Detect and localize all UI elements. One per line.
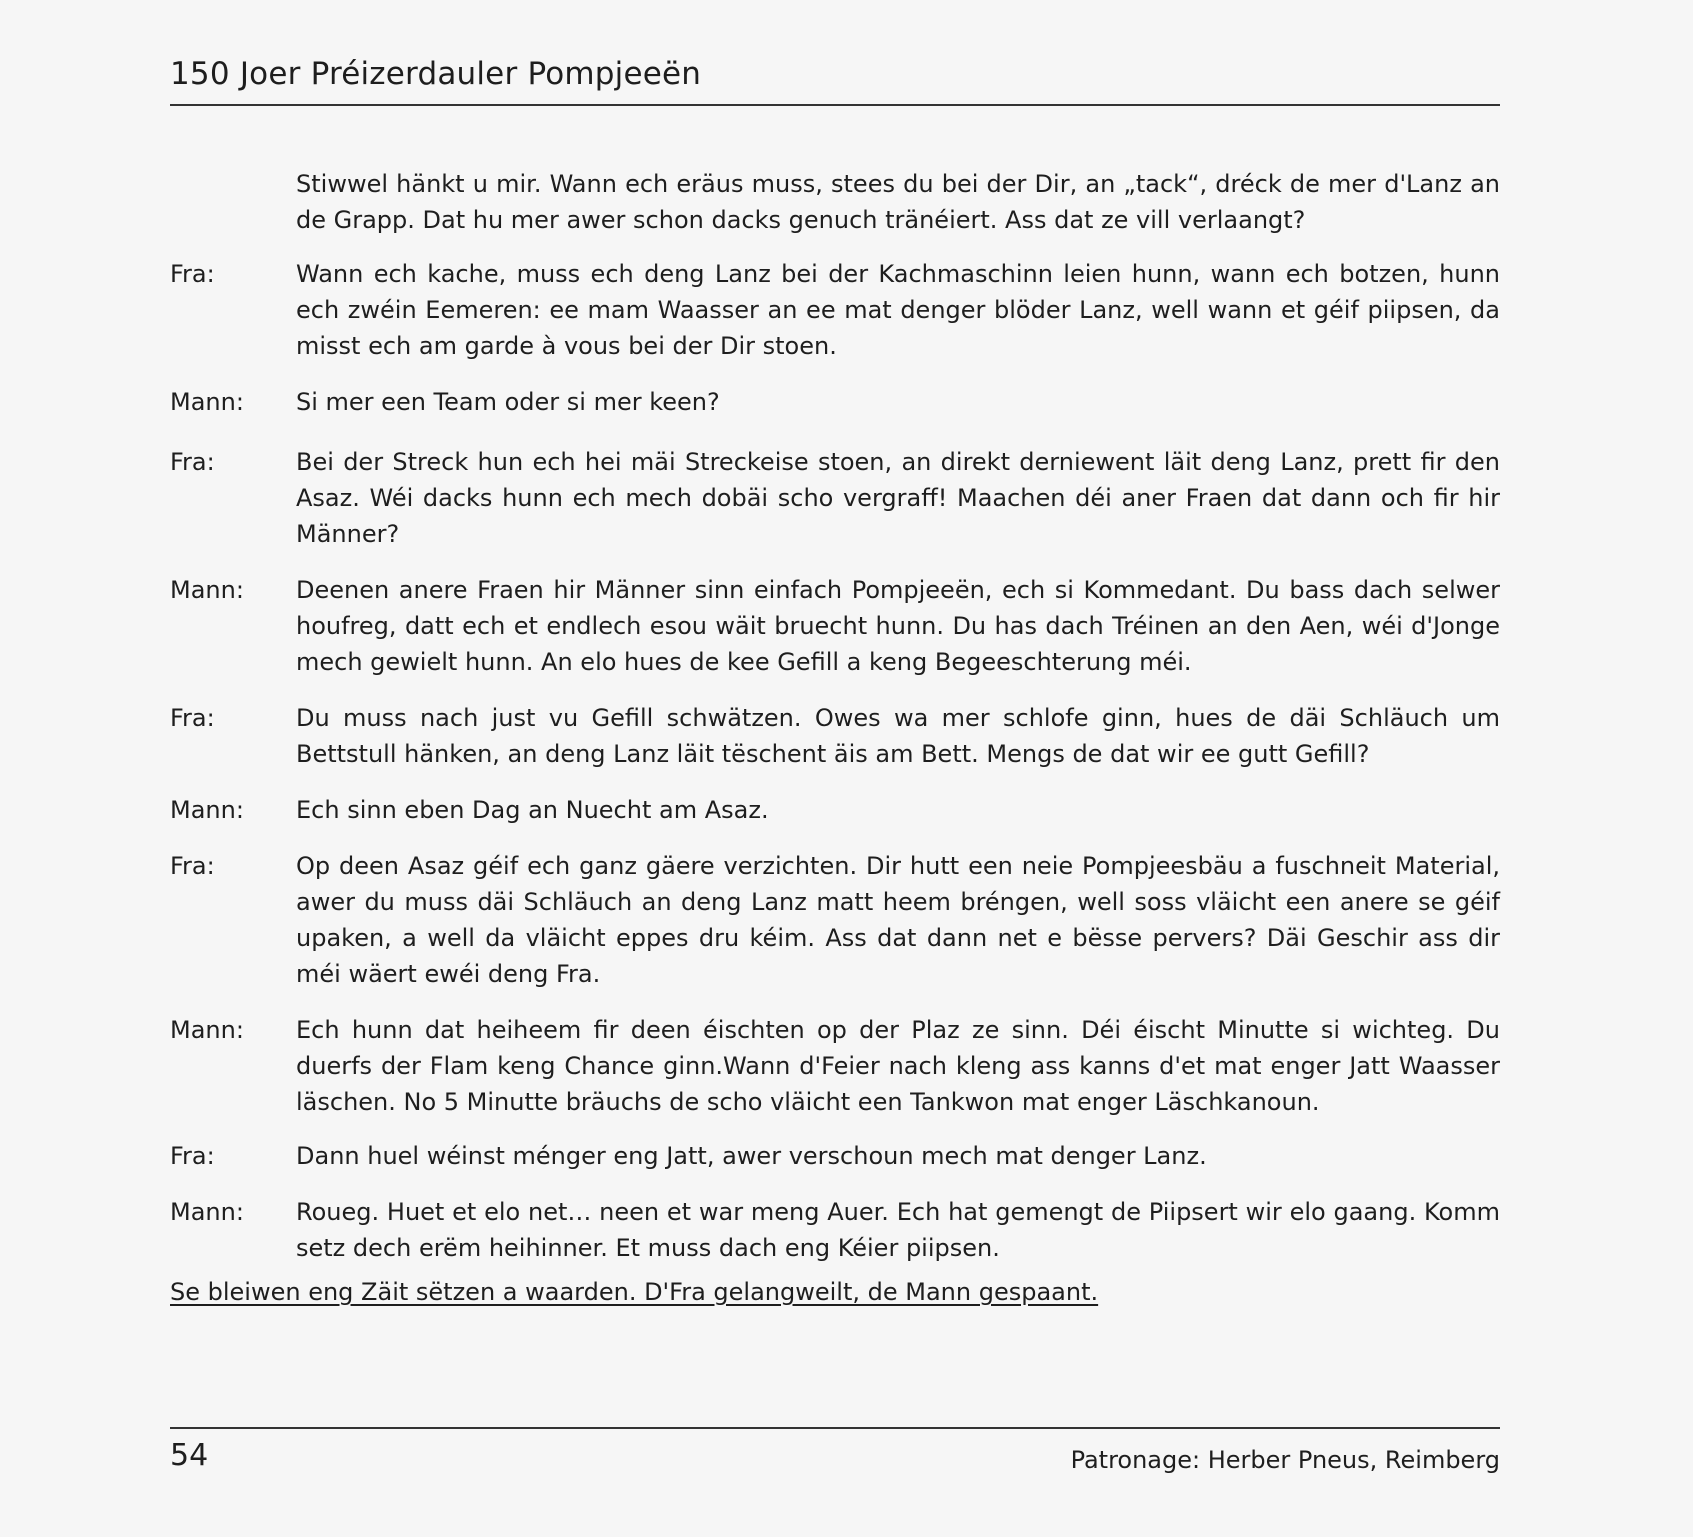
speaker-name	[170, 166, 296, 238]
dialogue-text: Stiwwel hänkt u mir. Wann ech eräus muss, stees du bei der Dir, an „tack“, dréck de mer d'Lanz an de Grapp. Dat hu mer awer schon dacks genuch tränéiert. Ass dat ze vill verlaangt?	[296, 170, 1500, 234]
dialogue-text: Op deen Asaz géif ech ganz gäere verzichten. Dir hutt een neie Pompjeesbäu a fuschneit Material, awer du muss däi Schläuch an deng Lanz matt heem bréngen, well soss vläicht een anere se géif upaken, a well da vläicht eppes dru kéim. Ass dat dann net e bësse pervers? Däi Geschir ass dir méi wäert ewéi deng Fra.	[296, 852, 1500, 988]
dialogue-line	[170, 572, 1500, 680]
speaker-name: Fra:	[170, 852, 215, 880]
speaker-name: Mann:	[170, 1198, 244, 1226]
dialogue-text: Dann huel wéinst ménger eng Jatt, awer verschoun mech mat denger Lanz.	[296, 1142, 1207, 1170]
speaker-name: Mann:	[170, 796, 244, 824]
dialogue-text: Roueg. Huet et elo net… neen et war meng Auer. Ech hat gemengt de Piipsert wir elo gaang. Komm setz dech erëm heihinner. Et muss dach eng Kéier piipsen.	[296, 1198, 1500, 1262]
footer-divider	[170, 1427, 1500, 1429]
stage-direction: Se bleiwen eng Zäit sëtzen a waarden. D'Fra gelangweilt, de Mann gespaant.	[170, 1278, 1099, 1306]
dialogue-text: Si mer een Team oder si mer keen?	[296, 388, 720, 416]
dialogue-line	[170, 1012, 1500, 1120]
dialogue-text: Deenen anere Fraen hir Männer sinn einfach Pompjeeën, ech si Kommedant. Du bass dach selwer houfreg, datt ech et endlech esou wäit bruecht hunn. Du has dach Tréinen an den Aen, wéi d'Jonge mech gewielt hunn. An elo hues de kee Gefill a keng Begeeschterung méi.	[296, 576, 1500, 676]
patronage-credit: Patronage: Herber Pneus, Reimberg	[1070, 1446, 1500, 1474]
dialogue-line	[170, 384, 1500, 420]
dialogue-line	[170, 792, 1500, 828]
page-header	[170, 52, 1500, 106]
dialogue-text: Ech hunn dat heiheem fir deen éischten op der Plaz ze sinn. Déi éischt Minutte si wichteg. Du duerfs der Flam keng Chance ginn.Wann d'Feier nach kleng ass kanns d'et mat enger Jatt Waasser läschen. No 5 Minutte bräuchs de scho vläicht een Tankwon mat enger Läschkanoun.	[296, 1016, 1500, 1116]
dialogue-line	[170, 848, 1500, 992]
dialogue-line	[170, 256, 1500, 364]
dialogue-text: Bei der Streck hun ech hei mäi Streckeise stoen, an direkt derniewent läit deng Lanz, prett fir den Asaz. Wéi dacks hunn ech mech dobäi scho vergraff! Maachen déi aner Fraen dat dann och fir hir Männer?	[296, 448, 1500, 548]
header-title: 150 Joer Préizerdauler Pompjeeën	[170, 56, 702, 92]
dialogue-line	[170, 1194, 1500, 1266]
speaker-name: Fra:	[170, 448, 215, 476]
dialogue-script	[170, 166, 1500, 1310]
dialogue-line	[170, 166, 1500, 238]
page-number: 54	[170, 1438, 209, 1473]
dialogue-text: Wann ech kache, muss ech deng Lanz bei der Kachmaschinn leien hunn, wann ech botzen, hunn ech zwéin Eemeren: ee mam Waasser an ee mat denger blöder Lanz, well wann et géif piipsen, da misst ech am garde à vous bei der Dir stoen.	[296, 260, 1500, 360]
dialogue-line	[170, 1138, 1500, 1174]
speaker-name: Fra:	[170, 260, 215, 288]
dialogue-line	[170, 700, 1500, 772]
speaker-name: Fra:	[170, 704, 215, 732]
dialogue-text: Ech sinn eben Dag an Nuecht am Asaz.	[296, 796, 769, 824]
speaker-name: Mann:	[170, 576, 244, 604]
dialogue-text: Du muss nach just vu Gefill schwätzen. Owes wa mer schlofe ginn, hues de däi Schläuch um Bettstull hänken, an deng Lanz läit tëschent äis am Bett. Mengs de dat wir ee gutt Gefill?	[296, 704, 1500, 768]
speaker-name: Fra:	[170, 1142, 215, 1170]
speaker-name: Mann:	[170, 1016, 244, 1044]
speaker-name: Mann:	[170, 388, 244, 416]
dialogue-line	[170, 444, 1500, 552]
